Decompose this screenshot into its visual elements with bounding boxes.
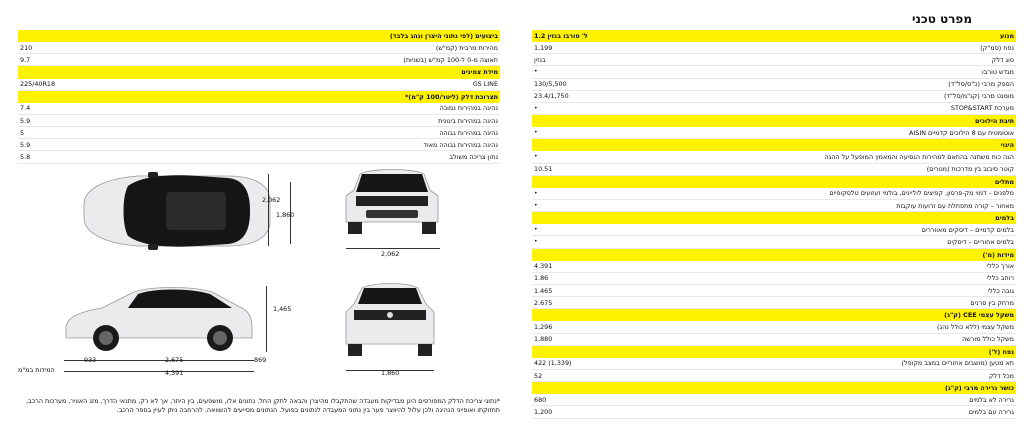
total-length-label: 4,391: [165, 369, 184, 377]
fuel-footnote: *נתוני צריכת הדלק המפורסים הינן מבדיקות מעבדה שהתקבלו מהיצרן והבאה לתקן החל. נתונים אלו, מושפעים, בין היתר, אך לא רק, מתנאי הדרך, מזג האוויר, מערכות הרכב, תחזוקתו ואופייני הנהיגה ולכן עלול להיווצר פער בין נתוני המעבדה לנתונים בפועל. הנתונים מסייעים להשוואה. להרחבה ניתן לעיין בספר הרכב.: [26, 397, 500, 414]
table-row: [532, 334, 1016, 346]
row-label: גובה כללי: [987, 286, 1014, 295]
table-row: [18, 115, 500, 127]
row-label: אוטומטית עם 8 הילוכים קדמיים AISIN: [909, 128, 1014, 137]
row-label: נפח (סמ"ק): [980, 43, 1014, 52]
row-value: •: [534, 129, 538, 137]
row-value: 7.4: [20, 104, 31, 113]
front-width-label: 2,062: [381, 250, 400, 258]
row-value: •: [534, 202, 538, 210]
row-value: 1,296: [534, 322, 553, 331]
row-label: גרירה עם בלמים: [968, 407, 1014, 416]
row-value: 23.4/1,750: [534, 92, 569, 101]
table-row: [532, 297, 1016, 309]
table-section-header: [532, 382, 1016, 394]
row-label: מכל דלק: [988, 371, 1014, 380]
row-label: נהיגה במהירות בינונית: [438, 116, 498, 125]
row-value: 52: [534, 371, 543, 380]
table-row: [532, 321, 1016, 333]
total-length-line: [64, 371, 254, 372]
rear-width-label: 1,860: [381, 369, 400, 377]
row-label: תא מטען (מושבים אחוריים במצב מקופל): [901, 359, 1014, 368]
table-row: [532, 273, 1016, 285]
table-row: [532, 164, 1016, 176]
table-row: [532, 42, 1016, 54]
table-row: [532, 127, 1016, 139]
table-section-header: [532, 30, 1016, 42]
row-label: מלפנים – דמוי מק-פרסון, קפיצים לוליינים, בולמי זעזועים טלסקופיים: [829, 189, 1014, 198]
wheelbase-label: 2,675: [165, 356, 184, 364]
table-row: [532, 370, 1016, 382]
front-view-drawing: [342, 166, 442, 238]
row-label: מתלים: [994, 177, 1014, 186]
row-value: 5.9: [20, 140, 31, 149]
table-row: [532, 54, 1016, 66]
row-label: בלמים קדמיים – דיסקים מאווררים: [921, 225, 1014, 234]
table-row: [532, 358, 1016, 370]
row-value: •: [534, 153, 538, 161]
row-value: •: [534, 226, 538, 234]
performance-table: [18, 30, 500, 164]
table-section-header: [532, 212, 1016, 224]
table-section-header: [532, 249, 1016, 261]
table-row: [532, 224, 1016, 236]
front-width-line: [346, 248, 440, 249]
row-label: GS LINE: [472, 80, 498, 89]
row-value: 1,880: [534, 335, 553, 344]
table-row: [532, 406, 1016, 418]
row-value: בנזין: [534, 55, 546, 64]
table-row: [532, 79, 1016, 91]
row-label: מערכת STOP&START: [950, 104, 1014, 113]
row-value: 5.8: [20, 152, 31, 161]
row-label: נהיגה במהירות גבוהה מאוד: [423, 140, 498, 149]
row-value: 680: [534, 395, 547, 404]
table-row: [532, 91, 1016, 103]
row-label: קוטר סיבוב בין מדרכות (מטרים): [926, 165, 1014, 174]
row-label: מומנט מרבי (קג"מ/סל"ד): [943, 92, 1014, 101]
table-row: [532, 394, 1016, 406]
table-row: [18, 79, 500, 91]
row-value: 1.2 ל' טורבו בנזין: [534, 32, 588, 41]
row-label: אורך כללי: [986, 262, 1014, 271]
row-label: נתון צריכה משולב: [449, 152, 498, 161]
row-label: רוחב כללי: [986, 274, 1014, 283]
row-label: בלמים: [995, 214, 1014, 223]
row-value: •: [534, 189, 538, 197]
row-value: 1.465: [534, 286, 553, 295]
row-label: משקל כולל מורשה: [962, 335, 1014, 344]
top-side-label: 1,860: [276, 211, 295, 219]
row-value: 210: [20, 43, 33, 52]
row-value: 2.675: [534, 298, 553, 307]
table-row: [532, 66, 1016, 78]
row-label: מגדש טורבו: [982, 67, 1014, 76]
row-label: ביצועים (לפי נתוני היצרן ונהג בלבד): [389, 32, 498, 41]
table-row: [18, 127, 500, 139]
row-label: נהיגה במהירות גבוהה: [439, 128, 498, 137]
technical-spec-table: [532, 30, 1016, 419]
row-label: מרחק בין סרנים: [970, 298, 1014, 307]
side-height-line: [266, 286, 267, 352]
table-row: [532, 188, 1016, 200]
table-row: [18, 103, 500, 115]
row-label: תיבת הילוכים: [974, 117, 1014, 126]
table-row: [18, 54, 500, 66]
row-value: 1,199: [534, 43, 553, 52]
row-label: מידת צמיגים: [461, 68, 498, 77]
table-row: [532, 261, 1016, 273]
table-row: [532, 200, 1016, 212]
row-label: מהירות מרבית (קמ"ש): [435, 43, 498, 52]
top-width-label: 2,062: [262, 196, 281, 204]
row-value: 1,200: [534, 407, 553, 416]
row-label: סוג דלק: [991, 55, 1014, 64]
row-label: תצרוכת דלק (ליטר/100 ק"מ)*: [404, 92, 498, 101]
row-label: מידות (מ'): [982, 250, 1014, 259]
row-label: היגוי: [1000, 141, 1014, 150]
top-width-line: [268, 174, 269, 246]
table-row: [532, 151, 1016, 163]
table-section-header: [532, 309, 1016, 321]
row-value: •: [534, 238, 538, 246]
row-value: 4.391: [534, 262, 553, 271]
table-row: [18, 42, 500, 54]
row-value: 10.51: [534, 165, 553, 174]
row-label: גרירה לא בלמים: [969, 395, 1014, 404]
row-value: 5: [20, 128, 25, 137]
top-view-drawing: [78, 168, 298, 254]
dimension-unit-note: המידות במ"מ: [18, 366, 55, 374]
row-value: 1.86: [534, 274, 549, 283]
row-label: הגה כוח משתנה בהתאם למהירות הנסיעה והמאמץ המופעל על ההגה: [824, 152, 1014, 161]
page-title: מפרט טכני: [911, 12, 972, 26]
table-section-header: [532, 139, 1016, 151]
row-value: 5.9: [20, 116, 31, 125]
table-row: [18, 151, 500, 163]
table-section-header: [532, 115, 1016, 127]
table-row: [532, 285, 1016, 297]
row-label: משקל עצמי (ללא כולל נהג): [937, 322, 1014, 331]
row-value: •: [534, 68, 538, 76]
table-section-header: [18, 30, 500, 42]
table-section-header: [18, 66, 500, 78]
side-height-label: 1,465: [273, 305, 292, 313]
row-value: 422 (1,339): [534, 359, 572, 368]
table-row: [18, 139, 500, 151]
row-value: 225/40R18: [20, 80, 56, 89]
table-row: [532, 103, 1016, 115]
row-label: משקל עצמי CEE (ק"ג): [944, 311, 1014, 320]
row-label: הספק מרבי (כ"ס/סל"ד): [948, 80, 1014, 89]
row-label: כושר גרירה מרבי (ק"ג): [945, 384, 1014, 393]
row-label: מאחור – קורה מתפתלת עם זרועות עוקבות: [896, 201, 1014, 210]
row-value: 130/5,500: [534, 80, 567, 89]
table-section-header: [18, 91, 500, 103]
rear-overhang-label: 869: [254, 356, 267, 364]
row-label: נהיגה במהירות נמוכה: [439, 104, 498, 113]
row-label: בלמים אחוריים – דיסקים: [947, 237, 1014, 246]
row-label: נפח (ל'): [988, 347, 1014, 356]
side-view-drawing: [62, 284, 256, 354]
front-overhang-label: 933: [84, 356, 97, 364]
row-value: 9.7: [20, 55, 31, 64]
rear-view-drawing: [344, 282, 436, 362]
table-row: [532, 236, 1016, 248]
row-label: מנוע: [1000, 32, 1014, 41]
row-value: •: [534, 104, 538, 112]
table-section-header: [532, 176, 1016, 188]
table-section-header: [532, 346, 1016, 358]
row-label: תאוצה מ-0 ל-100 קמ"ש (בשניות): [403, 55, 498, 64]
